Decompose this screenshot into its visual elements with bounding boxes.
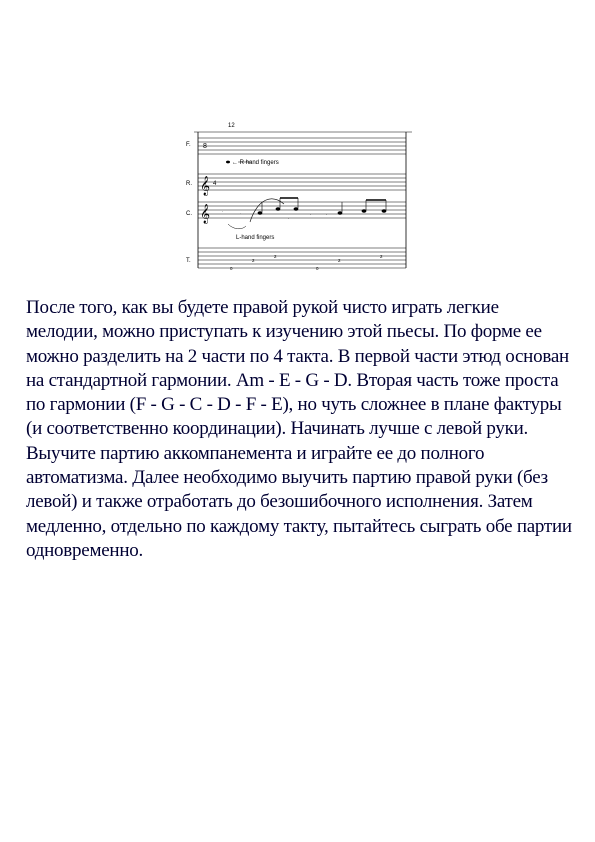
note-head — [276, 207, 281, 210]
tab-number: 0 — [230, 266, 233, 271]
music-score-excerpt — [180, 118, 420, 278]
fingering-mark: · — [288, 216, 290, 221]
note-head — [226, 161, 230, 164]
tab-number: 2 — [338, 258, 341, 263]
time-signature-1: 8 — [203, 143, 207, 150]
fingering-mark: · — [326, 212, 328, 217]
tab-number: 0 — [316, 266, 319, 271]
staff-1 — [198, 138, 406, 154]
staff-label-2: R. — [186, 181, 192, 187]
tie — [228, 224, 246, 229]
staff-label-3: C. — [186, 211, 192, 217]
music-score-svg — [180, 118, 420, 278]
fingering-mark: · — [310, 212, 312, 217]
fingering-mark: · — [240, 211, 242, 216]
tab-number: 2 — [380, 254, 383, 259]
right-hand-annotation: ← R hand fingers — [232, 160, 279, 166]
treble-clef-icon: 𝄞 — [200, 176, 211, 195]
treble-clef-icon-2: 𝄞 — [200, 204, 211, 223]
staff-2 — [198, 174, 406, 190]
note-head — [362, 209, 367, 212]
measure-number: 12 — [228, 123, 235, 129]
tab-number: 2 — [252, 258, 255, 263]
note-head — [338, 211, 343, 214]
fingering-mark: · — [222, 209, 224, 214]
note-head — [382, 209, 387, 212]
staff-3 — [198, 202, 406, 218]
left-hand-annotation: L-hand fingers — [236, 235, 275, 241]
note-head — [294, 207, 299, 210]
tab-number: 2 — [274, 254, 277, 259]
note-head — [258, 211, 263, 214]
tab-staff — [198, 248, 406, 268]
staff-label-1: F. — [186, 142, 191, 148]
time-signature-2: 4 — [213, 181, 217, 187]
body-paragraph: После того, как вы будете правой рукой чисто играть легкие мелодии, можно приступать к изучению этой пьесы. По форме ее можно разделить на 2 части по 4 такта. В первой части этюд основан на стандартной гармонии. Am - E - G - D. Вторая часть тоже проста по гармонии (F - G - C - D - F - E), но чуть сложнее в плане фактуры (и соответственно координации). Начинать лучше с левой руки. Выучите партию аккомпанемента и играйте ее до полного автоматизма. Далее необходимо выучить партию правой руки (без левой) и также отработать до безошибочного исполнения. Затем медленно, отдельно по каждому такту, пытайтесь сыграть обе партии одновременно. — [26, 297, 572, 561]
staff-label-4: T. — [186, 258, 191, 264]
